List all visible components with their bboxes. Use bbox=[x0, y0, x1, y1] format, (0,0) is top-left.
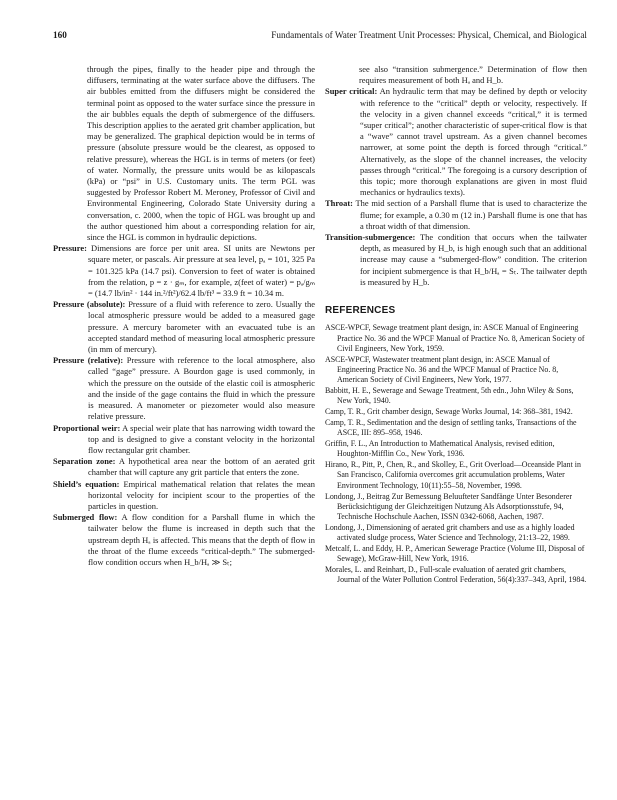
reference-item: Londong, J., Beitrag Zur Bemessung Beluufteter Sandfänge Unter Besonderer Berücksichtigung der Gleichzeitigen Nutzung Als Adsorptionsstufe, 94, Technische Hochschule Aachen, ISSN 0342-6068, Aachen, 1987. bbox=[325, 491, 572, 522]
reference-list bbox=[325, 323, 587, 585]
glossary-term: Super critical: bbox=[325, 86, 378, 97]
continuation-paragraph: through the pipes, finally to the header pipe and through the diffusers, terminating at the water surface above the diffusers. The air bubbles emitted from the diffusers might be considered the terminal point as opposed to the water surface since the pressure in the air bubbles equals the depth of submergence of the diffusers. This description applies to the aerated grit chamber application, but may be generalized. The graphical depiction would be in terms of pressure (absolute pressure would be the clearest, as opposed to relative pressure), whereas the HGL is in terms of meters (or feet) of water. Normally, the pressure units would be as kilopascals (kPa) or “psi” in U.S. Customary units. The term PGL was suggested by Professor Robert M. Meroney, Professor of Civil and Environmental Engineering, Colorado State University during a conversation, c. 2000, when the topic of HGL was brought up and the author questioned him about a corresponding relation for air, since the HGL is common in hydraulic depictions. bbox=[87, 64, 315, 243]
glossary-entry-shields-equation bbox=[53, 479, 315, 513]
reference-item: Hirano, R., Pitt, P., Chen, R., and Skolley, E., Grit Overload—Oceanside Plant in San Francisco, California overcomes grit accumulation problems, Water Environment Technology, 10(11):55–58, November, 1998. bbox=[325, 460, 581, 490]
glossary-term: Throat: bbox=[325, 198, 353, 209]
glossary-entry-submerged-flow bbox=[53, 512, 315, 568]
reference-item: Metcalf, L. and Eddy, H. P., American Sewerage Practice (Volume III, Disposal of Sewage), McGraw-Hill, New York, 1916. bbox=[325, 544, 585, 564]
reference-item: Camp, T. R., Sedimentation and the design of settling tanks, Transactions of the ASCE, III: 895–958, 1946. bbox=[325, 417, 577, 438]
reference-item: Camp, T. R., Grit chamber design, Sewage Works Journal, 14: 368–381, 1942. bbox=[325, 407, 573, 417]
glossary-entry-pressure-relative bbox=[53, 355, 315, 422]
reference-item: Morales, L. and Reinhart, D., Full-scale evaluation of aerated grit chambers, Journal of the Water Pollution Control Federation, 56(4):337–343, April, 1984. bbox=[325, 565, 587, 585]
glossary-entry-transition-submergence bbox=[325, 232, 587, 288]
glossary-term: Shield’s equation: bbox=[53, 478, 120, 489]
reference-item: ASCE-WPCF, Wastewater treatment plant design, in: ASCE Manual of Engineering Practice No. 36 and the WPCF Manual of Practice No. 8, American Society of Civil Engineers, New York, 1977. bbox=[325, 354, 559, 385]
glossary-definition: Pressure of a fluid with reference to zero. Usually the local atmospheric pressure would be added to a measured gage pressure. A mercury barometer with an evacuated tube is an accepted standard method of measuring local atmospheric pressure (in mm of mercury). bbox=[88, 299, 316, 355]
right-column bbox=[325, 64, 587, 586]
glossary-term: Pressure: bbox=[53, 243, 87, 254]
glossary-term: Pressure (relative): bbox=[53, 355, 124, 366]
page-number: 160 bbox=[53, 30, 67, 40]
glossary-term: Pressure (absolute): bbox=[53, 299, 126, 310]
glossary-entry-pressure bbox=[53, 243, 315, 299]
glossary-definition: Pressure with reference to the local atmosphere, also called “gage” pressure. A Bourdon gage is used commonly, in which the pressure on the outside of the elastic coil is atmospheric and the inside of the gage contains the fluid in which the pressure is measured. A manometer or piezometer would also measure relative pressure. bbox=[88, 355, 315, 422]
glossary-definition: A special weir plate that has narrowing width toward the top and is designed to give a constant velocity in the horizontal flow rectangular grit chamber. bbox=[88, 422, 315, 455]
page-header bbox=[53, 30, 587, 44]
glossary-definition: Dimensions are force per unit area. SI units are Newtons per square meter, or pascals. Air pressure at sea level, pₐ = 101, 325 Pa = 101.325 kPa (14.7 psi). Conversion to feet of water is obtained from the relation, p = z · gₘ, for example, z(feet of water) = pₐ/gₘ = (14.7 lb/in² · 144 in.²/ft²)/62.4 lb/ft³ = 33.9 ft = 10.34 m. bbox=[88, 243, 316, 299]
reference-item: Babbitt, H. E., Sewerage and Sewage Treatment, 5th edn., John Wiley & Sons, New York, 1940. bbox=[325, 386, 574, 406]
glossary-entry-throat bbox=[325, 198, 587, 232]
reference-item: Griffin, F. L., An Introduction to Mathematical Analysis, revised edition, Houghton-Mifflin Co., New York, 1936. bbox=[325, 439, 555, 459]
glossary-entry-pressure-absolute bbox=[53, 299, 315, 355]
glossary-definition: The mid section of a Parshall flume that is used to characterize the flume; for example, a 0.30 m (12 in.) Parshall flume is one that has a throat width of that dimension. bbox=[355, 198, 587, 231]
running-title: Fundamentals of Water Treatment Unit Processes: Physical, Chemical, and Biological bbox=[271, 30, 587, 40]
glossary-term: Separation zone: bbox=[53, 456, 116, 467]
references-heading: REFERENCES bbox=[325, 305, 396, 317]
glossary-definition: A flow condition for a Parshall flume in which the tailwater below the flume is increased in depth such that the upstream depth Hₐ is affected. This means that the depth of flow in the throat of the flume exceeds “critical-depth.” The submerged-flow condition occurs when H_b/Hₐ ≫ Sₜ; bbox=[88, 512, 315, 567]
left-column bbox=[53, 64, 315, 568]
glossary-definition: Empirical mathematical relation that relates the mean horizontal velocity for incipient scour to the properties of the particles in question. bbox=[88, 478, 315, 511]
reference-item: ASCE-WPCF, Sewage treatment plant design, in: ASCE Manual of Engineering Practice No. 36 and the WPCF Manual of Practice No. 8, American Society of Civil Engineers, New York, 1959. bbox=[325, 323, 585, 353]
glossary-entry-super-critical bbox=[325, 86, 587, 198]
glossary-term: Transition-submergence: bbox=[325, 232, 416, 243]
reference-item: Londong, J., Dimensioning of aerated grit chambers and use as a highly loaded activated sludge process, Water Science and Technology, 21:13–22, 1989. bbox=[325, 522, 575, 543]
continuation-paragraph: see also “transition submergence.” Determination of flow then requires measurement of both Hₐ and H_b. bbox=[359, 64, 587, 86]
glossary-definition: The condition that occurs when the tailwater depth, as measured by H_b, is high enough such that an additional increase may cause a “submerged-flow” condition. The criterion for incipient submergence is that H_b/Hₐ = Sₜ. The tailwater depth is measured by H_b. bbox=[360, 232, 587, 287]
glossary-term: Proportional weir: bbox=[53, 422, 121, 433]
glossary-term: Submerged flow: bbox=[53, 512, 118, 523]
glossary-definition: A hypothetical area near the bottom of an aerated grit chamber that will capture any grit particle that enters the zone. bbox=[88, 456, 315, 478]
glossary-definition: An hydraulic term that may be defined by depth or velocity with reference to the “critical” depth or velocity, respectively. If the velocity in a given channel exceeds “critical,” it is termed “super critical”; another characteristic of super-critical flow is that a “wave” cannot travel upstream. As a given channel becomes narrower, at some point the depth is forced through “critical.” Alternatively, as the slope of the channel increases, the velocity passes through “critical.” The foregoing is a cursory description of this topic; more thorough explanations are given in most fluid mechanics or hydraulics texts). bbox=[360, 86, 587, 198]
glossary-entry-proportional-weir bbox=[53, 423, 315, 457]
glossary-entry-separation-zone bbox=[53, 456, 315, 478]
